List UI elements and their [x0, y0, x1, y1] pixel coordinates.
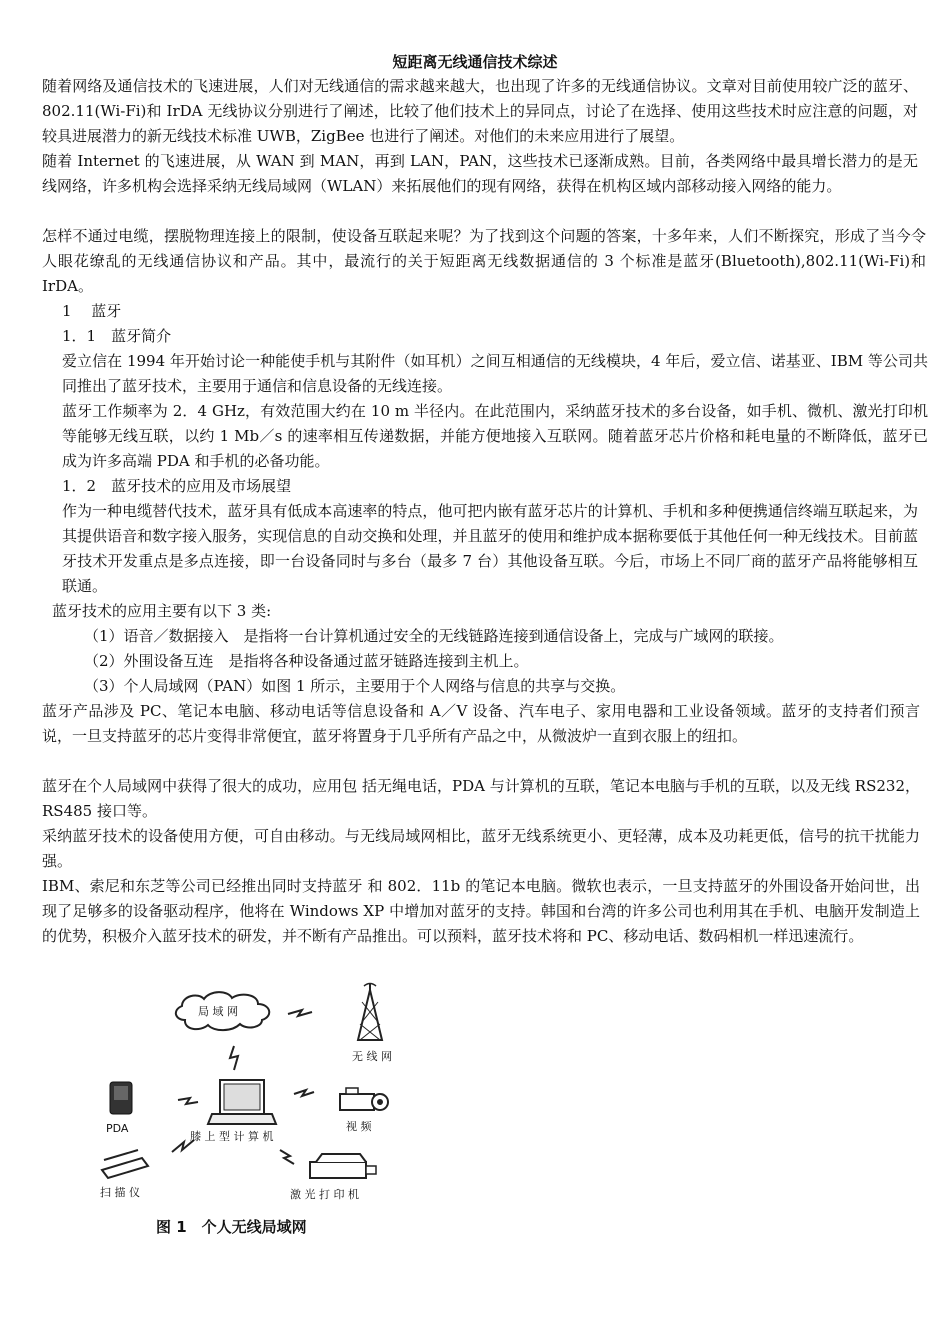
paragraph-1-2-a: 作为一种电缆替代技术，蓝牙具有低成本高速率的特点，他可把内嵌有蓝牙芯片的计算机、手机和多种便携通信终端互联起来，为其提供语音和数字接入服务，实现信息的自动交换和处理，并且蓝牙的使用和维护成本据称要低于其他任何一种无线技术。目前蓝牙技术开发重点是多点连接，即一台设备同时与多台（最多 7 台）其他设备互联。今后，市场上不同厂商的蓝牙产品将能够相互联通。 [62, 502, 918, 595]
laptop-icon [208, 1080, 276, 1124]
section-heading-1: 1 蓝牙 [62, 302, 122, 320]
list-item-2: （2）外围设备互连 是指将各种设备通过蓝牙链路连接到主机上。 [84, 652, 529, 670]
printer-icon [310, 1154, 376, 1178]
scanner-label: 扫 描 仪 [100, 1186, 140, 1199]
list-item-1: （1）语音／数据接入 是指将一台计算机通过安全的无线链路连接到通信设备上，完成与广域网的联接。 [84, 627, 784, 645]
paragraph-1-1-a: 爱立信在 1994 年开始讨论一种能使手机与其附件（如耳机）之间互相通信的无线模块，4 年后，爱立信、诺基亚、IBM 等公司共同推出了蓝牙技术，主要用于通信和信息设备的无线连接。 [62, 352, 928, 395]
printer-label: 激 光 打 印 机 [290, 1188, 359, 1201]
paragraph-pan-success: 蓝牙在个人局域网中获得了很大的成功，应用包 括无绳电话，PDA 与计算机的互联，笔记本电脑与手机的互联，以及无线 RS232，RS485 接口等。 [42, 777, 920, 820]
video-label: 视 频 [346, 1120, 372, 1133]
intro-paragraph-1: 随着网络及通信技术的飞速进展，人们对无线通信的需求越来越大，也出现了许多的无线通信协议。文章对目前使用较广泛的蓝牙、802.11(Wi-Fi)和 IrDA 无线协议分别进行了阐述，比较了他们技术上的异同点，讨论了在选择、使用这些技术时应注意的问题，对较具进展潜力的新无线技术标准 UWB，ZigBee 也进行了阐述。对他们的未来应用进行了展望。 [42, 77, 918, 145]
pda-icon [110, 1082, 132, 1114]
list-item-3: （3）个人局域网（PAN）如图 1 所示，主要用于个人网络与信息的共享与交换。 [84, 677, 626, 695]
wireless-label: 无 线 网 [352, 1050, 392, 1063]
section-heading-1-1: 1．1 蓝牙简介 [62, 327, 172, 345]
document-title: 短距离无线通信技术综述 [392, 53, 558, 71]
intro-paragraph-3: 怎样不通过电缆，摆脱物理连接上的限制，使设备互联起来呢？为了找到这个问题的答案，十多年来，人们不断探究，形成了当今令人眼花缭乱的无线通信协议和产品。其中，最流行的关于短距离无线数据通信的 3 个标准是蓝牙(Bluetooth),802.11(Wi-Fi)和 IrDA。 [42, 227, 926, 295]
laptop-label: 膝 上 型 计 算 机 [190, 1130, 274, 1143]
section-heading-1-2: 1．2 蓝牙技术的应用及市场展望 [62, 477, 292, 495]
pda-label: PDA [106, 1122, 129, 1135]
intro-paragraph-2: 随着 Internet 的飞速进展，从 WAN 到 MAN，再到 LAN，PAN，这些技术已逐渐成熟。目前，各类网络中最具增长潜力的是无线网络，许多机构会选择采纳无线局域网（WLAN）来拓展他们的现有网络，获得在机构区域内部移动接入网络的能力。 [42, 152, 918, 195]
paragraph-products: 蓝牙产品涉及 PC、笔记本电脑、移动电话等信息设备和 A／V 设备、汽车电子、家用电器和工业设备领域。蓝牙的支持者们预言说，一旦支持蓝牙的芯片变得非常便宜，蓝牙将置身于几乎所有产品之中，从微波炉一直到衣服上的纽扣。 [42, 702, 920, 745]
scanner-icon [102, 1150, 148, 1178]
figure-caption: 图 1 个人无线局域网 [156, 1218, 307, 1236]
figure-pan-diagram [90, 982, 460, 1244]
antenna-tower-icon [358, 984, 382, 1041]
paragraph-vendors: IBM、索尼和东芝等公司已经推出同时支持蓝牙 和 802．11b 的笔记本电脑。微软也表示，一旦支持蓝牙的外围设备开始问世，出现了足够多的设备驱动程序，他将在 Windows XP 中增加对蓝牙的支持。韩国和台湾的许多公司也利用其在手机、电脑开发制造上的优势，积极介入蓝牙技术的研发，并不断有产品推出。可以预料，蓝牙技术将和 PC、移动电话、数码相机一样迅速流行。 [42, 877, 920, 945]
lan-label: 局 域 网 [198, 1005, 238, 1018]
paragraph-1-2-b: 蓝牙技术的应用主要有以下 3 类: [52, 602, 272, 620]
paragraph-advantages: 采纳蓝牙技术的设备使用方便，可自由移动。与无线局域网相比，蓝牙无线系统更小、更轻薄，成本及功耗更低，信号的抗干扰能力强。 [42, 827, 920, 870]
paragraph-1-1-b: 蓝牙工作频率为 2．4 GHz，有效范围大约在 10 m 半径内。在此范围内，采纳蓝牙技术的多台设备，如手机、微机、激光打印机等能够无线互联，以约 1 Mb／s 的速率相互传递数据，并能方便地接入互联网。随着蓝牙芯片价格和耗电量的不断降低，蓝牙已成为许多高端 PDA 和手机的必备功能。 [62, 402, 928, 470]
video-camera-icon [340, 1088, 388, 1110]
